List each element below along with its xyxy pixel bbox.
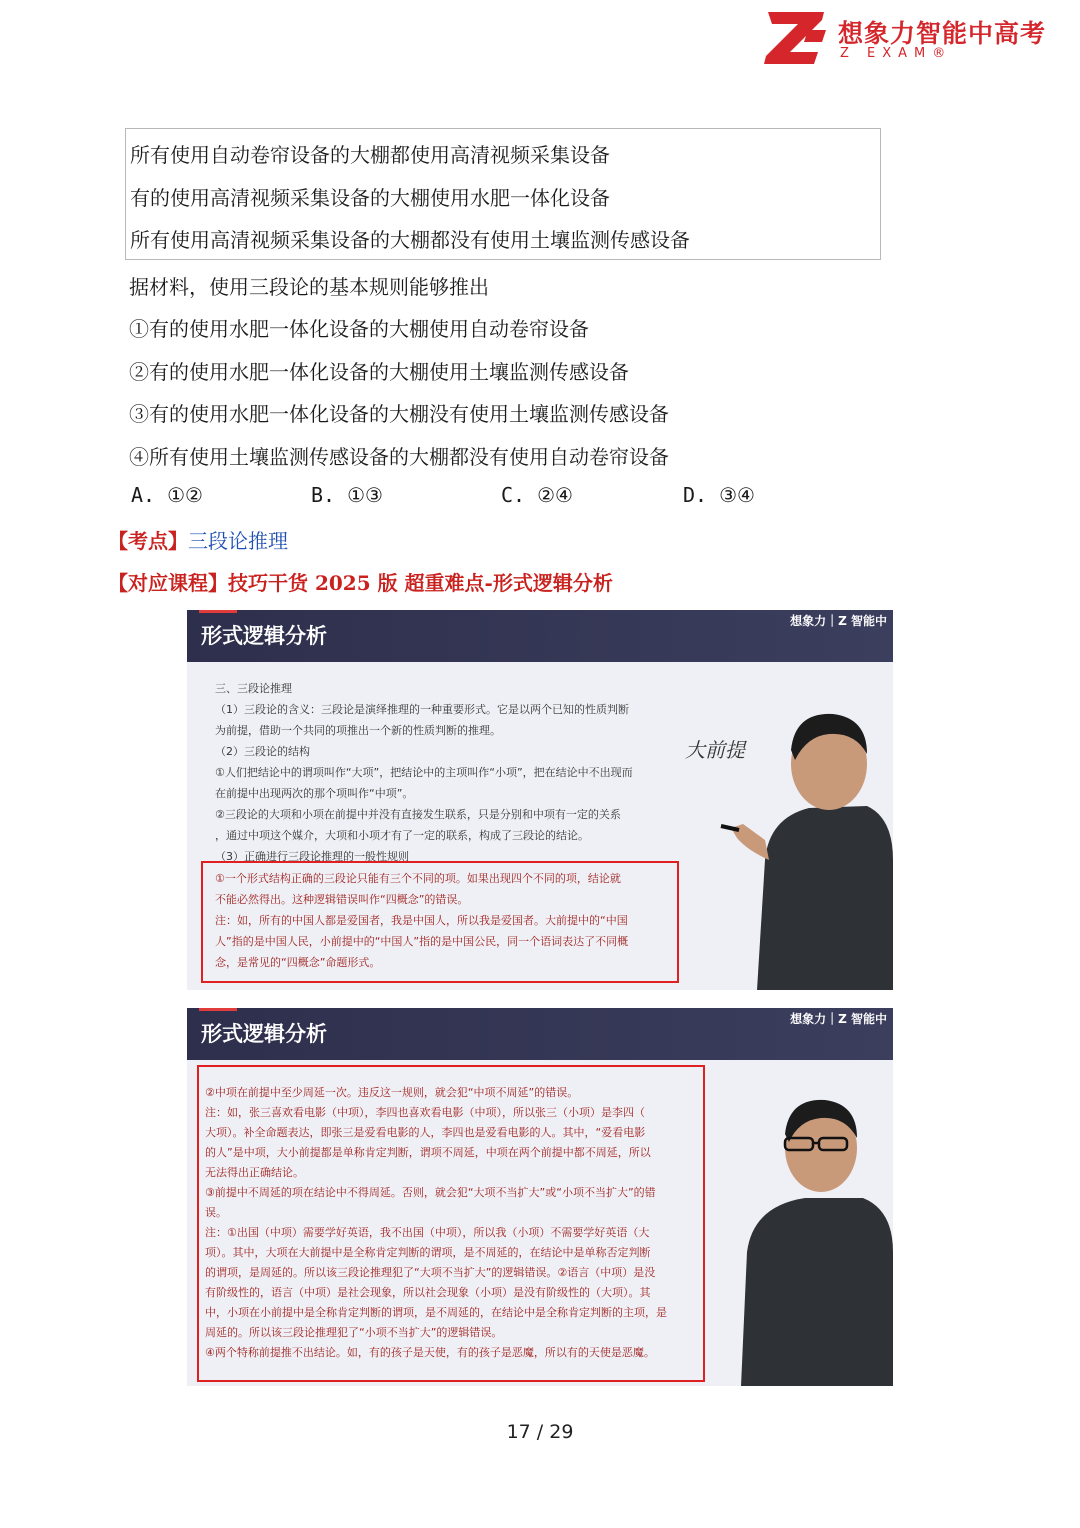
slide-line: ，通过中项这个媒介，大项和小项才有了一定的联系，构成了三段论的结论。	[215, 829, 589, 842]
course-line: 【对应课程】技巧干货 2025 版 超重难点-形式逻辑分析	[108, 571, 613, 595]
slide-line: 的谓项，是周延的。所以该三段论推理犯了“大项不当扩大”的逻辑错误。②语言（中项）是没	[205, 1266, 656, 1279]
slide-line: ③前提中不周延的项在结论中不得周延。否则，就会犯“大项不当扩大”或“小项不当扩大”的错	[205, 1186, 656, 1199]
slide-line: ①人们把结论中的谓项叫作“大项”，把结论中的主项叫作“小项”，把在结论中不出现而	[215, 766, 633, 779]
slide-line: 注：①出国（中项）需要学好英语，我不出国（中项），所以我（小项）不需要学好英语（大	[205, 1226, 650, 1239]
premise-line: 所有使用高清视频采集设备的大棚都没有使用土壤监测传感设备	[130, 228, 690, 252]
slide-line: 三、三段论推理	[215, 682, 292, 695]
statement-3: ③有的使用水肥一体化设备的大棚没有使用土壤监测传感设备	[129, 402, 669, 426]
slide-line: 误。	[205, 1206, 227, 1219]
z-logo-icon	[762, 8, 828, 66]
question-stem: 据材料，使用三段论的基本规则能够推出	[129, 275, 489, 299]
slide-line: 不能必然得出。这种逻辑错误叫作“四概念”的错误。	[215, 893, 469, 906]
statement-4: ④所有使用土壤监测传感设备的大棚都没有使用自动卷帘设备	[129, 445, 669, 469]
highlight-text	[215, 868, 628, 973]
kaodian-label: 【考点】	[108, 529, 188, 553]
slide-line: 人”指的是中国人民，小前提中的“中国人”指的是中国公民，同一个语词表达了不同概	[215, 935, 629, 948]
slide-line: ④两个特称前提推不出结论。如，有的孩子是天使，有的孩子是恶魔，所以有的天使是恶魔。	[205, 1346, 655, 1359]
option-d: D. ③④	[683, 483, 755, 507]
slide-line: ②三段论的大项和小项在前提中并没有直接发生联系，只是分别和中项有一定的关系	[215, 808, 621, 821]
option-a: A. ①②	[131, 483, 203, 507]
slide-line: ②中项在前提中至少周延一次。违反这一规则，就会犯“中项不周延”的错误。	[205, 1086, 579, 1099]
slide-line: 在前提中出现两次的那个项叫作“中项”。	[215, 787, 414, 800]
logo-name: 想象力智能中高考	[838, 19, 1047, 48]
slide-line: 无法得出正确结论。	[205, 1166, 304, 1179]
slide-line: （3）正确进行三段论推理的一般性规则	[215, 850, 409, 863]
slide-line: 念，是常见的“四概念”命题形式。	[215, 956, 381, 969]
lecture-screenshot-2	[187, 1008, 893, 1386]
statement-1: ①有的使用水肥一体化设备的大棚使用自动卷帘设备	[129, 317, 589, 341]
slide-line: 项）。其中，大项在大前提中是全称肯定判断的谓项，是不周延的，在结论中是单称否定判断	[205, 1246, 651, 1259]
premise-line: 有的使用高清视频采集设备的大棚使用水肥一体化设备	[130, 186, 610, 210]
teacher-figure	[717, 690, 893, 990]
slide-line: 的人”是中项，大小前提都是单称肯定判断，谓项不周延，中项在两个前提中都不周延，所以	[205, 1146, 651, 1159]
page-number: 17 / 29	[506, 1421, 574, 1443]
slide-line: 注：如，所有的中国人都是爱国者，我是中国人，所以我是爱国者。大前提中的“中国	[215, 914, 628, 927]
teacher-figure	[717, 1082, 893, 1386]
slide-line: 大项）。补全命题表达，即张三是爱看电影的人，李四也是爱看电影的人。其中，“爱看电影	[205, 1126, 646, 1139]
slide-header	[187, 610, 893, 662]
kaodian-line	[108, 525, 288, 554]
option-b: B. ①③	[311, 483, 383, 507]
slide-line: 周延的。所以该三段论推理犯了“小项不当扩大”的逻辑错误。	[205, 1326, 503, 1339]
slide-line: ①一个形式结构正确的三段论只能有三个不同的项。如果出现四个不同的项，结论就	[215, 872, 621, 885]
slide-brand: 想象力｜Z 智能中	[790, 1012, 887, 1026]
lecture-screenshot-1	[187, 610, 893, 990]
statement-2: ②有的使用水肥一体化设备的大棚使用土壤监测传感设备	[129, 360, 629, 384]
option-c: C. ②④	[501, 483, 573, 507]
slide-line: 为前提，借助一个共同的项推出一个新的性质判断的推理。	[215, 724, 501, 737]
slide-line: （1）三段论的含义：三段论是演绎推理的一种重要形式。它是以两个已知的性质判断	[215, 703, 629, 716]
slide-header	[187, 1008, 893, 1060]
slide-title: 形式逻辑分析	[201, 624, 327, 648]
logo-sub: Z EXAM®	[840, 46, 953, 61]
premise-box	[125, 128, 881, 260]
premise-line: 所有使用自动卷帘设备的大棚都使用高清视频采集设备	[130, 143, 610, 167]
slide-title: 形式逻辑分析	[201, 1022, 327, 1046]
highlight-text	[205, 1083, 667, 1363]
slide-line: 有阶级性的，语言（中项）是社会现象，所以社会现象（小项）是没有阶级性的（大项）。其	[205, 1286, 651, 1299]
slide-line: （2）三段论的结构	[215, 745, 310, 758]
kaodian-value: 三段论推理	[188, 529, 288, 553]
slide-text-block	[215, 678, 633, 867]
brand-logo	[762, 8, 1072, 68]
slide-line: 注：如，张三喜欢看电影（中项），李四也喜欢看电影（中项），所以张三（小项）是李四（	[205, 1106, 645, 1119]
whiteboard-handwriting: 大前提	[685, 738, 745, 762]
slide-line: 中，小项在小前提中是全称肯定判断的谓项，是不周延的，在结论中是全称肯定判断的主项，是	[205, 1306, 667, 1319]
slide-brand: 想象力｜Z 智能中	[790, 614, 887, 628]
